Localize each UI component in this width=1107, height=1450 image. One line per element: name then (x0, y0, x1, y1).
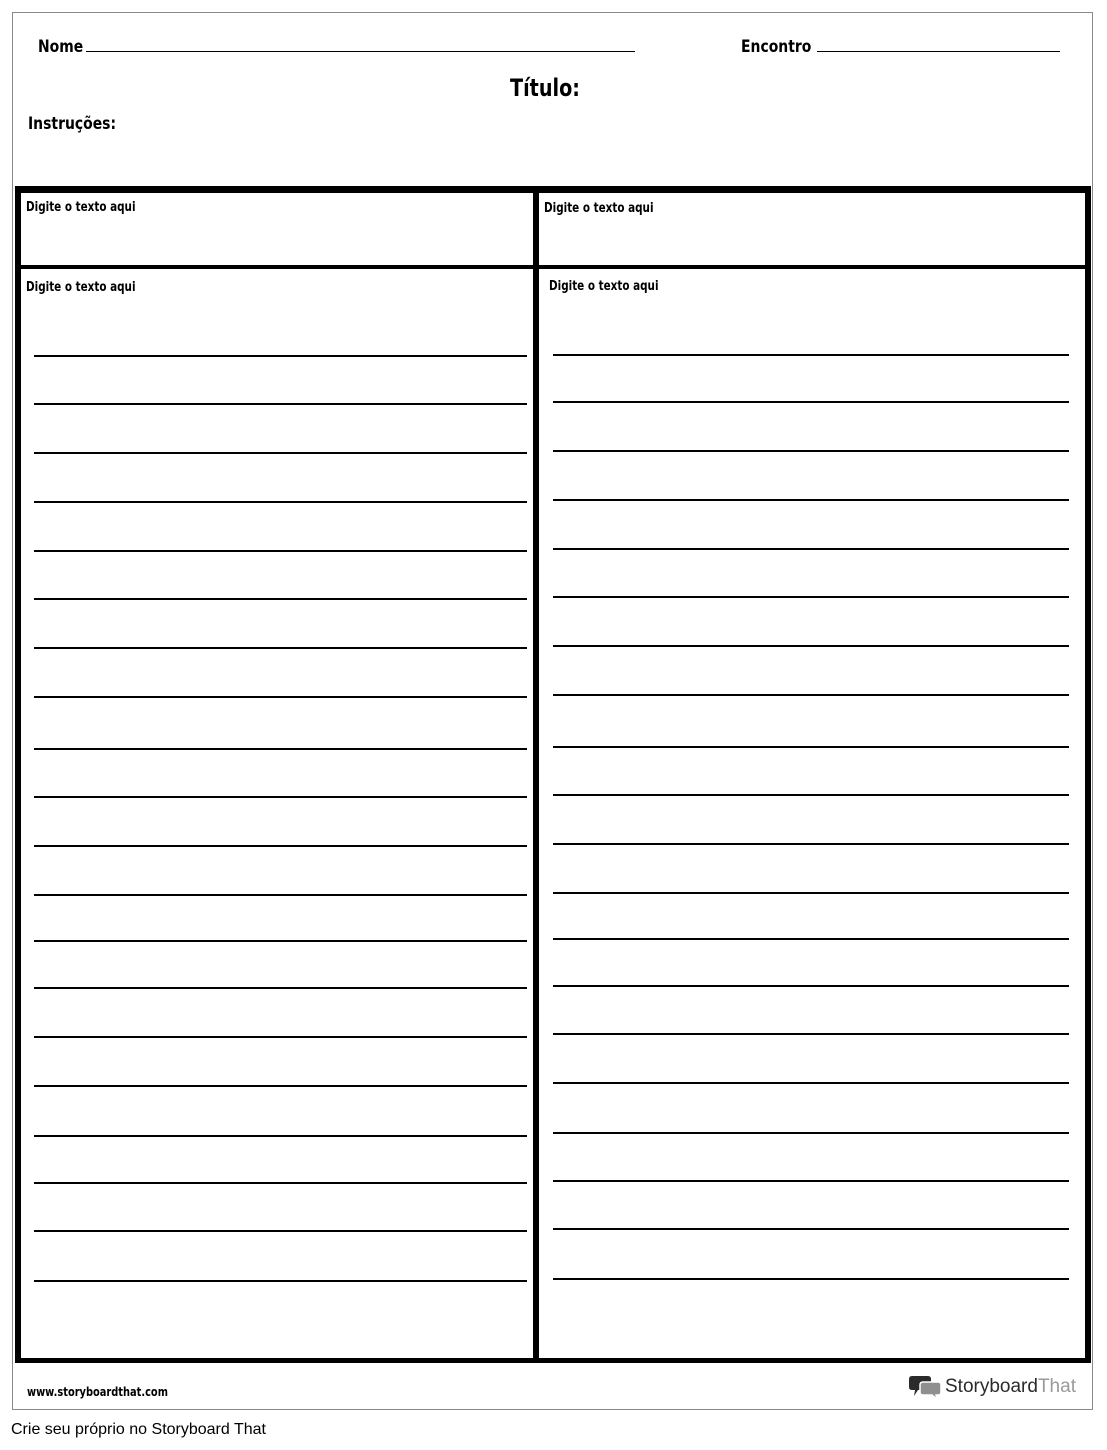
date-field-line[interactable] (817, 51, 1060, 52)
right-writing-line-4[interactable] (553, 499, 1069, 501)
right-writing-line-5[interactable] (553, 548, 1069, 550)
logo-text (945, 1376, 1076, 1398)
cell-bottom-right-text[interactable]: Digite o texto aqui (549, 279, 659, 294)
website-url: www.storyboardthat.com (27, 1385, 168, 1399)
right-writing-line-11[interactable] (553, 843, 1069, 845)
right-writing-line-19[interactable] (553, 1228, 1069, 1230)
instructions-label: Instruções: (28, 114, 117, 134)
right-writing-line-2[interactable] (553, 401, 1069, 403)
left-writing-line-18[interactable] (34, 1182, 527, 1184)
cell-bottom-right[interactable] (535, 265, 1089, 1362)
storyboardthat-logo (909, 1373, 1076, 1401)
right-writing-line-8[interactable] (553, 694, 1069, 696)
speech-bubbles-icon (909, 1374, 941, 1400)
name-field-line[interactable] (86, 51, 635, 52)
left-writing-line-3[interactable] (34, 452, 527, 454)
left-writing-line-2[interactable] (34, 403, 527, 405)
right-writing-line-6[interactable] (553, 596, 1069, 598)
left-writing-line-7[interactable] (34, 647, 527, 649)
left-writing-line-19[interactable] (34, 1230, 527, 1232)
right-writing-line-18[interactable] (553, 1180, 1069, 1182)
right-writing-line-10[interactable] (553, 794, 1069, 796)
left-writing-line-8[interactable] (34, 696, 527, 698)
title-label: Título: (509, 74, 580, 102)
right-writing-line-16[interactable] (553, 1082, 1069, 1084)
left-writing-line-5[interactable] (34, 550, 527, 552)
left-writing-line-14[interactable] (34, 987, 527, 989)
footer-caption: Crie seu próprio no Storyboard That (11, 1421, 266, 1438)
left-writing-line-10[interactable] (34, 796, 527, 798)
cell-bottom-left[interactable] (17, 265, 537, 1362)
name-label: Nome (38, 37, 84, 57)
right-writing-line-17[interactable] (553, 1132, 1069, 1134)
left-writing-line-12[interactable] (34, 894, 527, 896)
right-writing-line-1[interactable] (553, 354, 1069, 356)
logo-word-that: That (1037, 1376, 1076, 1397)
left-writing-line-15[interactable] (34, 1036, 527, 1038)
cell-top-left-text[interactable]: Digite o texto aqui (26, 200, 136, 215)
left-writing-line-4[interactable] (34, 501, 527, 503)
left-writing-line-20[interactable] (34, 1280, 527, 1282)
right-writing-line-9[interactable] (553, 746, 1069, 748)
left-writing-line-16[interactable] (34, 1085, 527, 1087)
logo-word-storyboard: Storyboard (945, 1376, 1038, 1397)
cell-bottom-left-text[interactable]: Digite o texto aqui (26, 280, 136, 295)
left-writing-line-11[interactable] (34, 845, 527, 847)
right-writing-line-3[interactable] (553, 450, 1069, 452)
left-writing-line-13[interactable] (34, 940, 527, 942)
left-writing-line-9[interactable] (34, 748, 527, 750)
left-writing-line-1[interactable] (34, 355, 527, 357)
cell-top-right-text[interactable]: Digite o texto aqui (544, 201, 654, 216)
right-writing-line-15[interactable] (553, 1033, 1069, 1035)
right-writing-line-7[interactable] (553, 645, 1069, 647)
date-label: Encontro (741, 37, 812, 57)
right-writing-line-13[interactable] (553, 938, 1069, 940)
right-writing-line-12[interactable] (553, 892, 1069, 894)
left-writing-line-17[interactable] (34, 1135, 527, 1137)
left-writing-line-6[interactable] (34, 598, 527, 600)
right-writing-line-14[interactable] (553, 985, 1069, 987)
right-writing-line-20[interactable] (553, 1278, 1069, 1280)
page-title (0, 74, 1107, 102)
